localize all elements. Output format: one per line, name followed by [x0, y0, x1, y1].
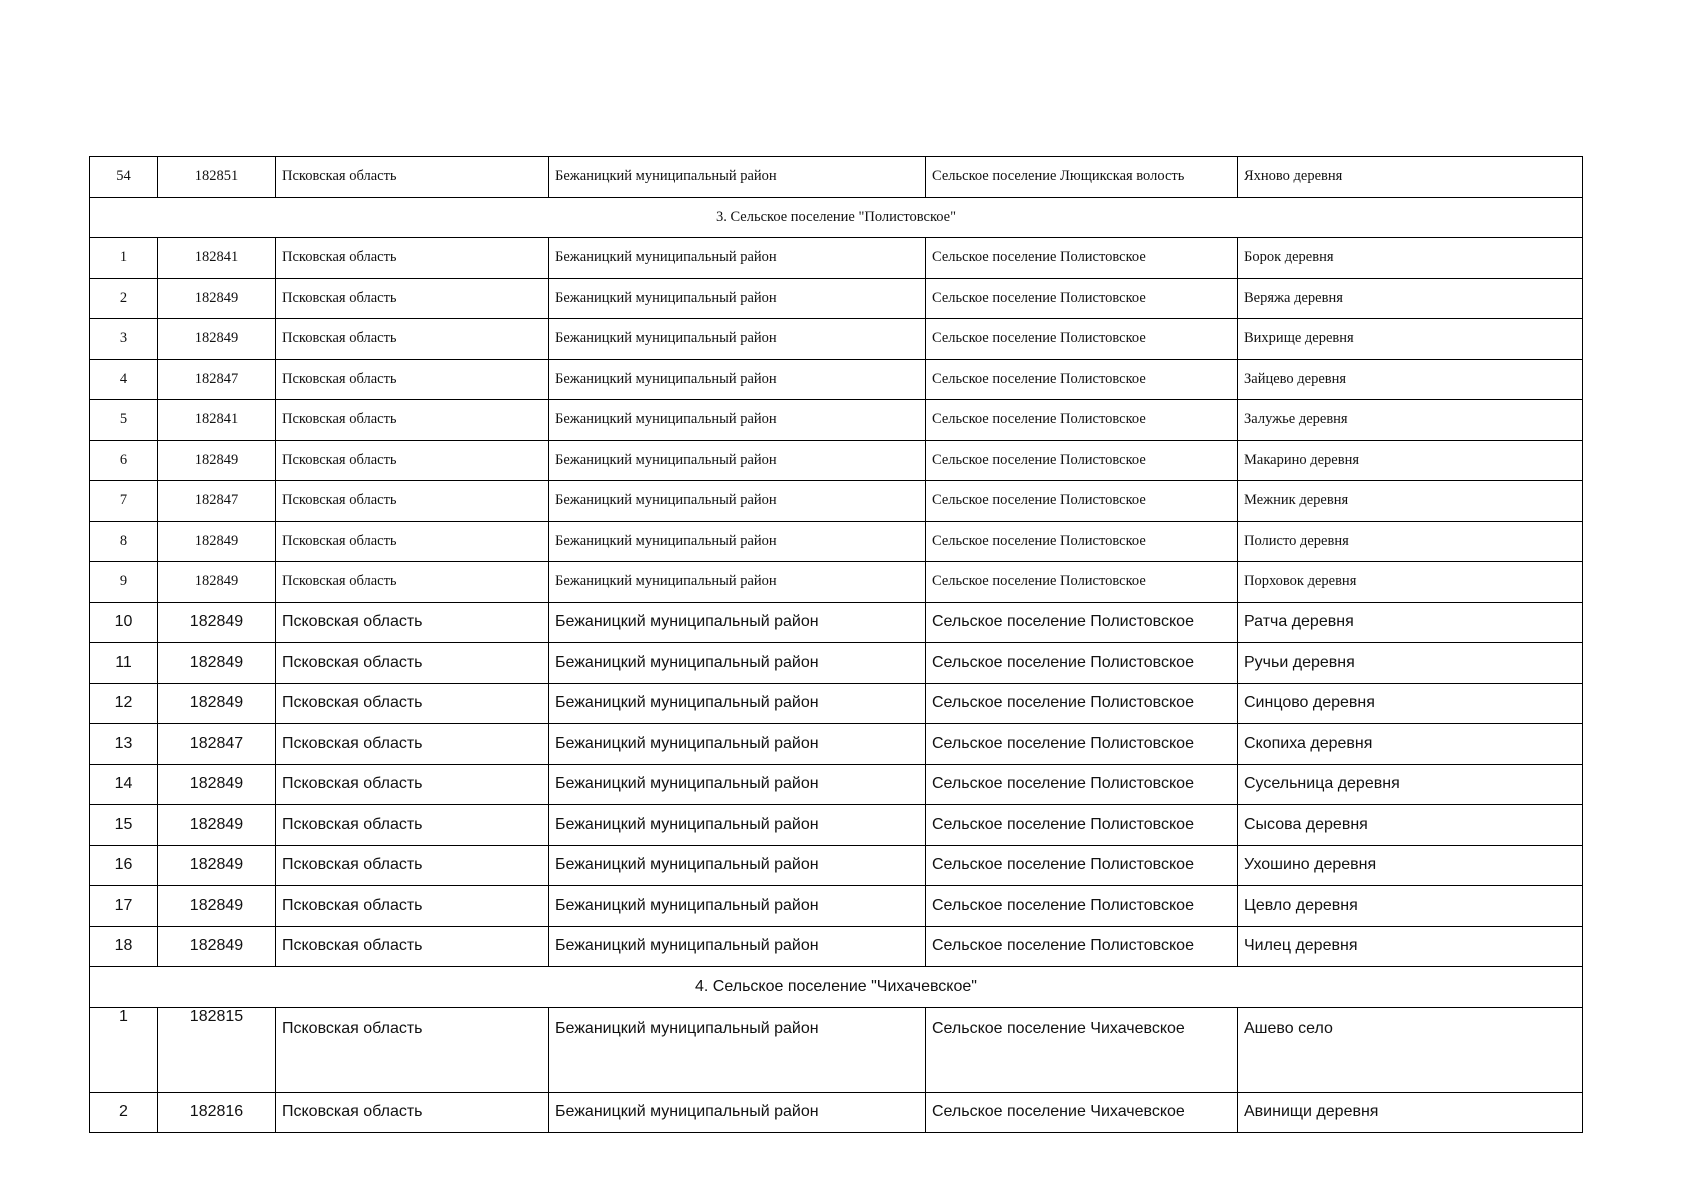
- postal-index: 182849: [158, 562, 276, 603]
- settlement-cell: Сельское поселение Полистовское: [926, 359, 1238, 400]
- row-number: 6: [90, 440, 158, 481]
- row-number: 10: [90, 602, 158, 643]
- table-row: [90, 440, 1583, 481]
- postal-index: 182849: [158, 683, 276, 724]
- region-cell: Псковская область: [276, 764, 549, 805]
- region-cell: Псковская область: [276, 643, 549, 684]
- locality-cell: Ухошино деревня: [1238, 845, 1583, 886]
- region-cell: Псковская область: [276, 683, 549, 724]
- locality-cell: Борок деревня: [1238, 238, 1583, 279]
- postal-index: 182849: [158, 886, 276, 927]
- locality-cell: Яхново деревня: [1238, 157, 1583, 198]
- district-cell: Бежаницкий муниципальный район: [549, 157, 926, 198]
- region-cell: Псковская область: [276, 602, 549, 643]
- district-cell: Бежаницкий муниципальный район: [549, 926, 926, 967]
- postal-index: 182849: [158, 764, 276, 805]
- section-title: 4. Сельское поселение "Чихачевское": [90, 967, 1583, 1008]
- postal-index: 182849: [158, 440, 276, 481]
- district-cell: Бежаницкий муниципальный район: [549, 521, 926, 562]
- locality-cell: Чилец деревня: [1238, 926, 1583, 967]
- row-number: 2: [90, 278, 158, 319]
- settlement-cell: Сельское поселение Полистовское: [926, 319, 1238, 360]
- postal-index: 182849: [158, 643, 276, 684]
- district-cell: Бежаницкий муниципальный район: [549, 359, 926, 400]
- table-row: [90, 481, 1583, 522]
- settlement-cell: Сельское поселение Полистовское: [926, 400, 1238, 441]
- postal-index: 182849: [158, 926, 276, 967]
- district-cell: Бежаницкий муниципальный район: [549, 683, 926, 724]
- district-cell: Бежаницкий муниципальный район: [549, 319, 926, 360]
- table-row: [90, 1092, 1583, 1133]
- region-cell: Псковская область: [276, 521, 549, 562]
- row-number: 14: [90, 764, 158, 805]
- table-row: [90, 319, 1583, 360]
- postal-index: 182849: [158, 845, 276, 886]
- settlement-cell: Сельское поселение Полистовское: [926, 805, 1238, 846]
- row-number: 3: [90, 319, 158, 360]
- postal-index: 182849: [158, 521, 276, 562]
- region-cell: Псковская область: [276, 157, 549, 198]
- locality-cell: Сысова деревня: [1238, 805, 1583, 846]
- row-number: 4: [90, 359, 158, 400]
- settlements-table: [89, 156, 1583, 1133]
- locality-cell: Цевло деревня: [1238, 886, 1583, 927]
- row-number: 11: [90, 643, 158, 684]
- settlement-cell: Сельское поселение Полистовское: [926, 278, 1238, 319]
- locality-cell: Вихрище деревня: [1238, 319, 1583, 360]
- postal-index: 182841: [158, 238, 276, 279]
- settlement-cell: Сельское поселение Лющикская волость: [926, 157, 1238, 198]
- region-cell: Псковская область: [276, 319, 549, 360]
- settlement-cell: Сельское поселение Полистовское: [926, 764, 1238, 805]
- region-cell: Псковская область: [276, 278, 549, 319]
- table-row: [90, 157, 1583, 198]
- postal-index: 182841: [158, 400, 276, 441]
- locality-cell: Сусельница деревня: [1238, 764, 1583, 805]
- settlement-cell: Сельское поселение Полистовское: [926, 440, 1238, 481]
- settlement-cell: Сельское поселение Полистовское: [926, 521, 1238, 562]
- row-number: 1: [90, 1007, 158, 1092]
- region-cell: Псковская область: [276, 562, 549, 603]
- row-number: 54: [90, 157, 158, 198]
- settlement-cell: Сельское поселение Чихачевское: [926, 1007, 1238, 1092]
- table-row: [90, 886, 1583, 927]
- region-cell: Псковская область: [276, 1007, 549, 1092]
- table-row: [90, 845, 1583, 886]
- settlement-cell: Сельское поселение Полистовское: [926, 643, 1238, 684]
- district-cell: Бежаницкий муниципальный район: [549, 400, 926, 441]
- postal-index: 182849: [158, 602, 276, 643]
- table-row: [90, 562, 1583, 603]
- table-row: [90, 805, 1583, 846]
- table-row: [90, 359, 1583, 400]
- region-cell: Псковская область: [276, 440, 549, 481]
- locality-cell: Ручьи деревня: [1238, 643, 1583, 684]
- table-row: [90, 521, 1583, 562]
- postal-index: 182851: [158, 157, 276, 198]
- locality-cell: Залужье деревня: [1238, 400, 1583, 441]
- row-number: 8: [90, 521, 158, 562]
- row-number: 17: [90, 886, 158, 927]
- district-cell: Бежаницкий муниципальный район: [549, 238, 926, 279]
- table-row: [90, 1007, 1583, 1092]
- settlement-cell: Сельское поселение Полистовское: [926, 238, 1238, 279]
- postal-index: 182847: [158, 724, 276, 765]
- district-cell: Бежаницкий муниципальный район: [549, 764, 926, 805]
- district-cell: Бежаницкий муниципальный район: [549, 440, 926, 481]
- row-number: 13: [90, 724, 158, 765]
- table-row: [90, 643, 1583, 684]
- row-number: 2: [90, 1092, 158, 1133]
- table-row: [90, 238, 1583, 279]
- region-cell: Псковская область: [276, 359, 549, 400]
- district-cell: Бежаницкий муниципальный район: [549, 278, 926, 319]
- row-number: 1: [90, 238, 158, 279]
- settlement-cell: Сельское поселение Полистовское: [926, 845, 1238, 886]
- section-header-row: [90, 197, 1583, 238]
- district-cell: Бежаницкий муниципальный район: [549, 724, 926, 765]
- region-cell: Псковская область: [276, 400, 549, 441]
- region-cell: Псковская область: [276, 1092, 549, 1133]
- locality-cell: Скопиха деревня: [1238, 724, 1583, 765]
- row-number: 18: [90, 926, 158, 967]
- row-number: 9: [90, 562, 158, 603]
- district-cell: Бежаницкий муниципальный район: [549, 1092, 926, 1133]
- locality-cell: Зайцево деревня: [1238, 359, 1583, 400]
- row-number: 15: [90, 805, 158, 846]
- row-number: 16: [90, 845, 158, 886]
- section-header-row: [90, 967, 1583, 1008]
- table-row: [90, 724, 1583, 765]
- settlement-cell: Сельское поселение Полистовское: [926, 602, 1238, 643]
- locality-cell: Ратча деревня: [1238, 602, 1583, 643]
- settlement-cell: Сельское поселение Полистовское: [926, 683, 1238, 724]
- settlement-cell: Сельское поселение Полистовское: [926, 724, 1238, 765]
- postal-index: 182816: [158, 1092, 276, 1133]
- district-cell: Бежаницкий муниципальный район: [549, 1007, 926, 1092]
- table-row: [90, 764, 1583, 805]
- locality-cell: Веряжа деревня: [1238, 278, 1583, 319]
- settlement-cell: Сельское поселение Полистовское: [926, 886, 1238, 927]
- section-title: 3. Сельское поселение "Полистовское": [90, 197, 1583, 238]
- postal-index: 182849: [158, 319, 276, 360]
- district-cell: Бежаницкий муниципальный район: [549, 845, 926, 886]
- locality-cell: Авинищи деревня: [1238, 1092, 1583, 1133]
- district-cell: Бежаницкий муниципальный район: [549, 805, 926, 846]
- table-row: [90, 400, 1583, 441]
- settlement-cell: Сельское поселение Полистовское: [926, 481, 1238, 522]
- region-cell: Псковская область: [276, 845, 549, 886]
- district-cell: Бежаницкий муниципальный район: [549, 602, 926, 643]
- settlement-cell: Сельское поселение Полистовское: [926, 562, 1238, 603]
- region-cell: Псковская область: [276, 238, 549, 279]
- table-row: [90, 602, 1583, 643]
- settlement-cell: Сельское поселение Полистовское: [926, 926, 1238, 967]
- postal-index: 182849: [158, 805, 276, 846]
- settlement-cell: Сельское поселение Чихачевское: [926, 1092, 1238, 1133]
- locality-cell: Синцово деревня: [1238, 683, 1583, 724]
- table-row: [90, 683, 1583, 724]
- locality-cell: Полисто деревня: [1238, 521, 1583, 562]
- region-cell: Псковская область: [276, 481, 549, 522]
- district-cell: Бежаницкий муниципальный район: [549, 562, 926, 603]
- locality-cell: Ашево село: [1238, 1007, 1583, 1092]
- region-cell: Псковская область: [276, 926, 549, 967]
- postal-index: 182847: [158, 359, 276, 400]
- region-cell: Псковская область: [276, 724, 549, 765]
- district-cell: Бежаницкий муниципальный район: [549, 886, 926, 927]
- district-cell: Бежаницкий муниципальный район: [549, 643, 926, 684]
- row-number: 7: [90, 481, 158, 522]
- district-cell: Бежаницкий муниципальный район: [549, 481, 926, 522]
- postal-index: 182847: [158, 481, 276, 522]
- region-cell: Псковская область: [276, 805, 549, 846]
- row-number: 12: [90, 683, 158, 724]
- table-row: [90, 278, 1583, 319]
- postal-index: 182849: [158, 278, 276, 319]
- postal-index: 182815: [158, 1007, 276, 1092]
- region-cell: Псковская область: [276, 886, 549, 927]
- locality-cell: Межник деревня: [1238, 481, 1583, 522]
- row-number: 5: [90, 400, 158, 441]
- locality-cell: Макарино деревня: [1238, 440, 1583, 481]
- locality-cell: Порховок деревня: [1238, 562, 1583, 603]
- table-row: [90, 926, 1583, 967]
